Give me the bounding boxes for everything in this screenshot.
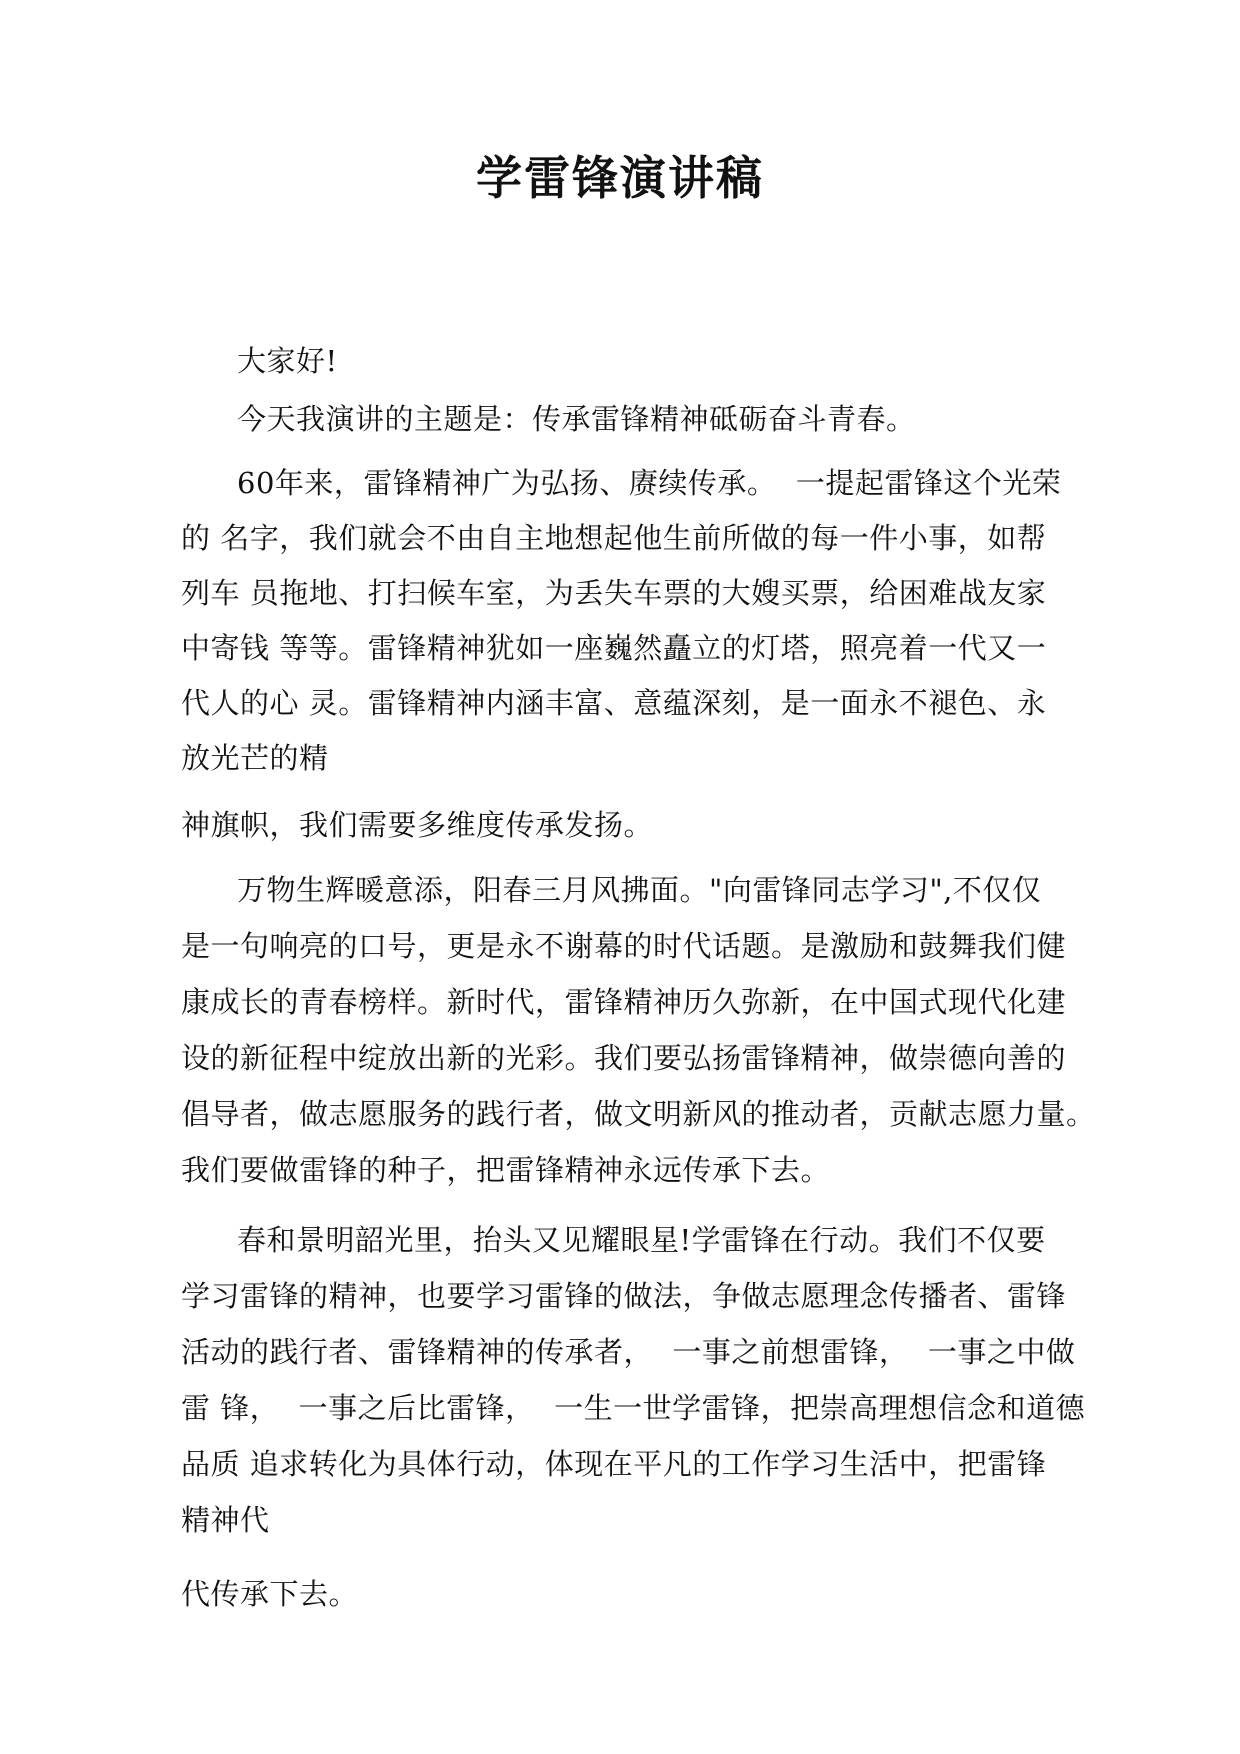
document-title: 学雷锋演讲稿 <box>476 151 764 205</box>
text-line: 60年来，雷锋精神广为弘扬、赓续传承。 一提起雷锋这个光荣 <box>237 466 1062 500</box>
text-line: 万物生辉暖意添，阳春三月风拂面。"向雷锋同志学习",不仅仅 <box>237 873 1042 907</box>
text-line: 是一句响亮的口号，更是永不谢幕的时代话题。是激励和鼓舞我们健 <box>181 929 1067 963</box>
text-line: 代传承下去。 <box>181 1577 359 1611</box>
text-line: 雷 锋， 一事之后比雷锋， 一生一世学雷锋，把崇高理想信念和道德 <box>181 1391 1086 1425</box>
text-line: 学习雷锋的精神，也要学习雷锋的做法，争做志愿理念传播者、雷锋 <box>181 1279 1067 1313</box>
text-line: 设的新征程中绽放出新的光彩。我们要弘扬雷锋精神，做崇德向善的 <box>181 1041 1067 1075</box>
text-line: 代人的心 灵。雷锋精神内涵丰富、意蕴深刻，是一面永不褪色、永 <box>181 686 1047 720</box>
text-line-topic: 今天我演讲的主题是：传承雷锋精神砥砺奋斗青春。 <box>237 402 916 436</box>
text-line: 倡导者，做志愿服务的践行者，做文明新风的推动者，贡献志愿力量。 <box>181 1097 1096 1131</box>
text-line-greeting: 大家好! <box>237 344 338 378</box>
text-line: 我们要做雷锋的种子，把雷锋精神永远传承下去。 <box>181 1153 831 1187</box>
text-line: 春和景明韶光里，抬头又见耀眼星!学雷锋在行动。我们不仅要 <box>237 1223 1046 1257</box>
text-line: 中寄钱 等等。雷锋精神犹如一座巍然矗立的灯塔，照亮着一代又一 <box>181 631 1047 665</box>
text-line: 品质 追求转化为具体行动，体现在平凡的工作学习生活中，把雷锋 <box>181 1447 1047 1481</box>
text-line: 精神代 <box>181 1503 270 1537</box>
text-line: 康成长的青春榜样。新时代，雷锋精神历久弥新，在中国式现代化建 <box>181 985 1067 1019</box>
text-line: 放光芒的精 <box>181 741 329 775</box>
text-line: 神旗帜，我们需要多维度传承发扬。 <box>181 808 654 842</box>
text-line: 的 名字，我们就会不由自主地想起他生前所做的每一件小事，如帮 <box>181 521 1047 555</box>
text-line: 列车 员拖地、打扫候车室，为丢失车票的大嫂买票，给困难战友家 <box>181 576 1047 610</box>
text-line: 活动的践行者、雷锋精神的传承者， 一事之前想雷锋， 一事之中做 <box>181 1335 1076 1369</box>
